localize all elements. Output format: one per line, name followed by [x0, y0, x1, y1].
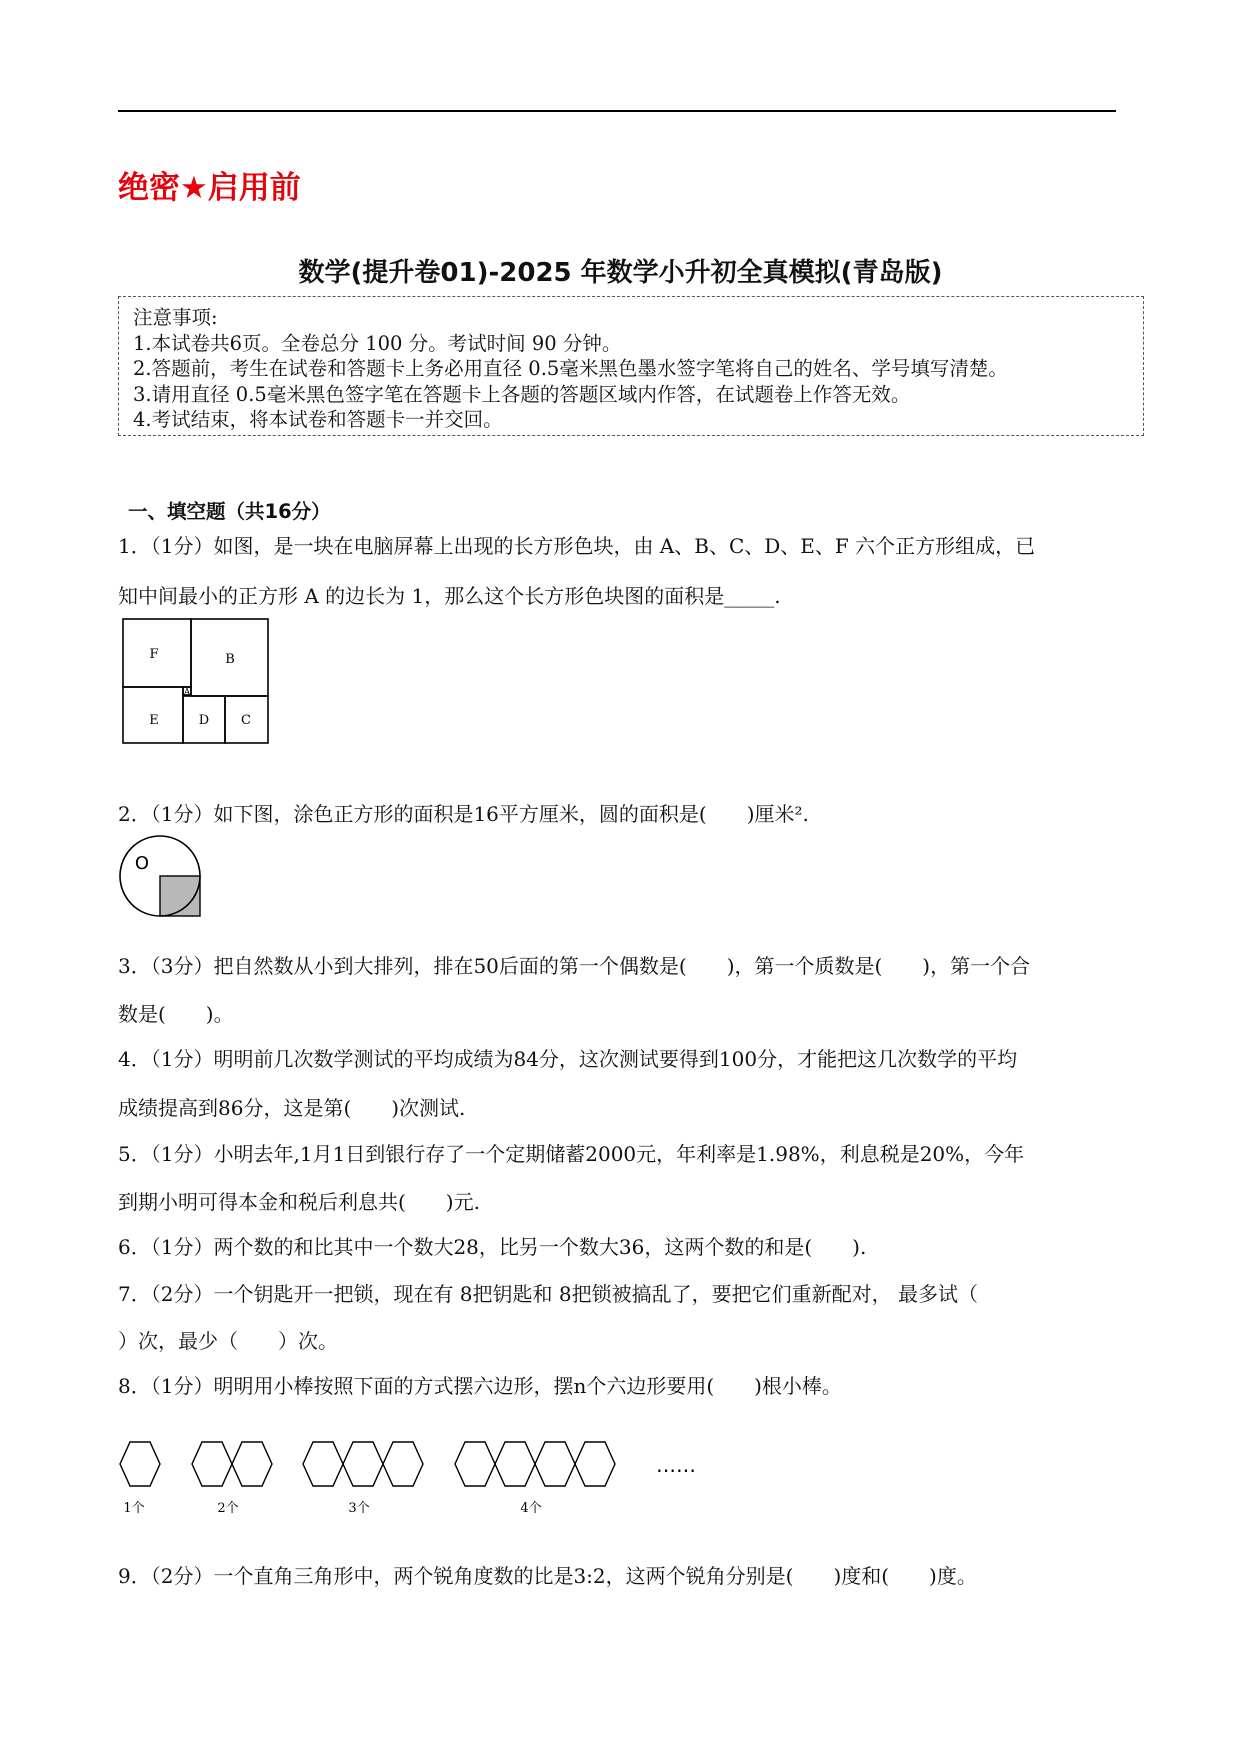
hexagon-group-1	[120, 1442, 160, 1486]
hexagon-caption: 2个	[217, 1501, 239, 1516]
hexagon	[343, 1442, 383, 1486]
ellipsis: ……	[656, 1453, 696, 1477]
question-7-line-1: 7．（2分）一个钥匙开一把锁，现在有 8把钥匙和 8把锁被搞乱了，要把它们重新配对， 最多试（	[118, 1282, 978, 1306]
notice-box	[118, 296, 1144, 436]
question-1-line-2: 知中间最小的正方形 A 的边长为 1，那么这个长方形色块图的面积是_____.	[118, 584, 781, 608]
label-d: D	[198, 713, 210, 728]
hexagon-caption: 4个	[520, 1501, 542, 1516]
hexagon	[192, 1442, 232, 1486]
question-1-line-1: 1．（1分）如图，是一块在电脑屏幕上出现的长方形色块，由 A、B、C、D、E、F 六个正方形组成，已	[118, 534, 1036, 558]
hexagon	[120, 1442, 160, 1486]
secret-label: 绝密★启用前	[118, 170, 301, 206]
hexagon	[383, 1442, 423, 1486]
question-4-line-2: 成绩提高到86分，这是第( )次测试.	[118, 1096, 466, 1120]
hexagon	[232, 1442, 272, 1486]
label-c: C	[241, 713, 251, 728]
hexagon	[535, 1442, 575, 1486]
question-5-line-1: 5．（1分）小明去年,1月1日到银行存了一个定期储蓄2000元，年利率是1.98%，利息税是20%，今年	[118, 1142, 1025, 1166]
question-3-line-1: 3．（3分）把自然数从小到大排列，排在50后面的第一个偶数是( )，第一个质数是( )，第一个合	[118, 954, 1031, 978]
notice-heading: 注意事项:	[133, 306, 218, 329]
hexagon-caption: 1个	[123, 1501, 145, 1516]
squares-figure	[122, 618, 272, 744]
top-rule	[118, 110, 1116, 112]
hexagon-group-2	[192, 1442, 272, 1486]
question-7-line-2: ）次，最少（ ）次。	[118, 1329, 338, 1353]
page-title: 数学(提升卷01)-2025 年数学小升初全真模拟(青岛版)	[298, 258, 943, 288]
hexagon-figure	[110, 1440, 730, 1520]
notice-item-3: 3.请用直径 0.5毫米黑色签字笔在答题卡上各题的答题区域内作答，在试题卷上作答无效。	[133, 382, 911, 406]
hexagon-group-3	[303, 1442, 423, 1486]
question-9-line-1: 9．（2分）一个直角三角形中，两个锐角度数的比是3:2，这两个锐角分别是( )度和( )度。	[118, 1564, 977, 1588]
label-f: F	[149, 647, 159, 662]
label-a: A	[183, 688, 191, 698]
label-e: E	[149, 713, 159, 728]
question-3-line-2: 数是( )。	[118, 1002, 234, 1026]
circle-figure	[116, 832, 206, 922]
hexagon	[455, 1442, 495, 1486]
hexagon	[303, 1442, 343, 1486]
question-4-line-1: 4．（1分）明明前几次数学测试的平均成绩为84分，这次测试要得到100分，才能把这几次数学的平均	[118, 1047, 1018, 1071]
hexagon	[495, 1442, 535, 1486]
notice-item-1: 1.本试卷共6页。全卷总分 100 分。考试时间 90 分钟。	[133, 331, 622, 355]
question-5-line-2: 到期小明可得本金和税后利息共( )元.	[118, 1190, 480, 1214]
section-title: 一、填空题（共16分）	[128, 500, 331, 523]
question-2-line-1: 2．（1分）如下图，涂色正方形的面积是16平方厘米，圆的面积是( )厘米².	[118, 802, 809, 826]
label-b: B	[225, 652, 235, 667]
notice-item-2: 2.答题前，考生在试卷和答题卡上务必用直径 0.5毫米黑色墨水签字笔将自己的姓名、学号填写清楚。	[133, 357, 1008, 380]
question-6-line-1: 6．（1分）两个数的和比其中一个数大28，比另一个数大36，这两个数的和是( ).	[118, 1235, 867, 1259]
hexagon-caption: 3个	[348, 1501, 370, 1516]
notice-item-4: 4.考试结束，将本试卷和答题卡一并交回。	[133, 408, 503, 431]
question-8-line-1: 8．（1分）明明用小棒按照下面的方式摆六边形，摆n个六边形要用( )根小棒。	[118, 1374, 842, 1398]
hexagon-group-4	[455, 1442, 615, 1486]
hexagon	[575, 1442, 615, 1486]
center-label: O	[134, 853, 150, 874]
